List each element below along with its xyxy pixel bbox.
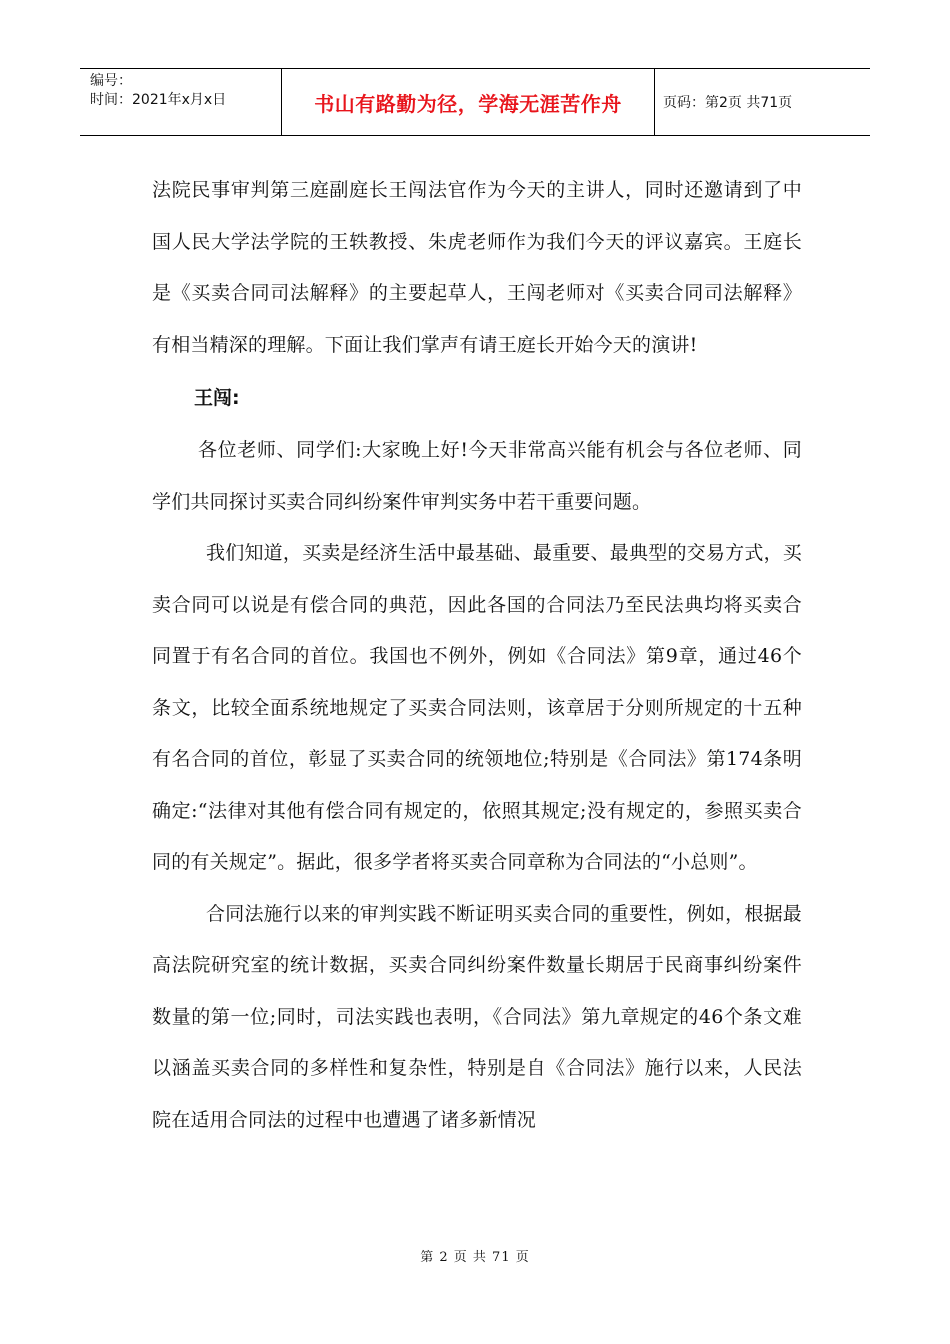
paragraph-judicial-practice: 合同法施行以来的审判实践不断证明买卖合同的重要性，例如，根据最高法院研究室的统计数据，买卖合同纠纷案件数量长期居于民商事纠纷案件数量的第一位;同时，司法实践也表明，《合同法》第九章规定的46个条文难以涵盖买卖合同的多样性和复杂性，特别是自《合同法》施行以来，人民法院在适用合同法的过程中也遭遇了诸多新情况 (152, 902, 802, 1131)
paragraph-intro: 法院民事审判第三庭副庭长王闯法官作为今天的主讲人，同时还邀请到了中国人民大学法学院的王轶教授、朱虎老师作为我们今天的评议嘉宾。王庭长是《买卖合同司法解释》的主要起草人，王闯老师对《买卖合同司法解释》有相当精深的理解。下面让我们掌声有请王庭长开始今天的演讲! (152, 179, 802, 356)
paragraph-greeting: 各位老师、同学们:大家晚上好!今天非常高兴能有机会与各位老师、同学们共同探讨买卖合同纠纷案件审判实务中若干重要问题。 (152, 439, 802, 513)
document-body (152, 165, 802, 1146)
header-meta (80, 69, 282, 135)
document-time-label: 时间：2021年x月x日 (90, 92, 227, 108)
document-number-label: 编号： (90, 73, 132, 89)
header-motto: 书山有路勤为径，学海无涯苦作舟 (282, 69, 655, 135)
speaker-heading: 王闯: (194, 387, 240, 409)
page-footer: 第 2 页 共 71 页 (420, 1250, 530, 1265)
paragraph-sales-contract: 我们知道，买卖是经济生活中最基础、最重要、最典型的交易方式，买卖合同可以说是有偿合同的典范，因此各国的合同法乃至民法典均将买卖合同置于有名合同的首位。我国也不例外，例如《合同法》第9章，通过46个条文，比较全面系统地规定了买卖合同法则，该章居于分则所规定的十五种有名合同的首位，彰显了买卖合同的统领地位;特别是《合同法》第174条明确定:“法律对其他有偿合同有规定的，依照其规定;没有规定的，参照买卖合同的有关规定”。据此，很多学者将买卖合同章称为合同法的“小总则”。 (152, 542, 802, 873)
page-header (80, 68, 870, 136)
header-page-code: 页码：第2页 共71页 (663, 95, 793, 111)
